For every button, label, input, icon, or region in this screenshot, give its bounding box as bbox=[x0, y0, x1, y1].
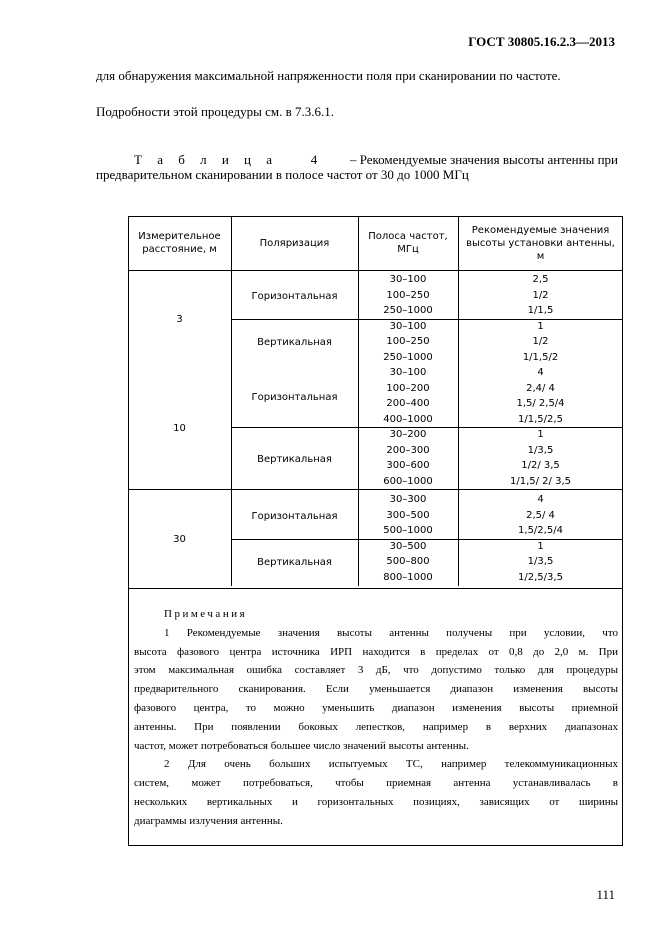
polarization-cell: Вертикальная bbox=[257, 337, 332, 349]
table-border-top bbox=[128, 216, 623, 217]
antenna-height-cell: 2,5/ 4 bbox=[526, 509, 555, 521]
header-col-divider bbox=[231, 216, 232, 270]
antenna-height-cell: 1/1,5/2,5 bbox=[518, 413, 563, 425]
frequency-band-cell: 800–1000 bbox=[383, 571, 433, 583]
frequency-band-cell: 600–1000 bbox=[383, 475, 433, 487]
antenna-height-cell: 1/2,5/3,5 bbox=[518, 571, 563, 583]
caption-label: Т а б л и ц а bbox=[134, 152, 278, 167]
document-header: ГОСТ 30805.16.2.3—2013 bbox=[468, 34, 615, 49]
frequency-band-cell: 100–200 bbox=[386, 382, 430, 394]
col-divider bbox=[231, 363, 232, 490]
frequency-band-cell: 500–1000 bbox=[383, 525, 433, 536]
polarization-cell: Вертикальная bbox=[257, 453, 332, 465]
table-border-left bbox=[128, 216, 129, 846]
frequency-band-cell: 30–200 bbox=[389, 429, 427, 440]
frequency-band-cell: 500–800 bbox=[386, 556, 430, 567]
frequency-band-cell: 250–1000 bbox=[383, 351, 433, 363]
table-header-cell: Поляризация bbox=[259, 237, 330, 249]
frequency-band-cell: 250–1000 bbox=[383, 305, 433, 316]
col-divider bbox=[231, 270, 232, 366]
note-line: высота фазового центра источника ИРП находится в пределах от 0,8 до 2,0 м. При bbox=[134, 645, 618, 658]
caption-title-line1: – Рекомендуемые значения высоты антенны при bbox=[349, 152, 618, 167]
note-line: 1 Рекомендуемые значения высоты антенны получены при условии, что bbox=[164, 626, 618, 639]
frequency-band-cell: 300–500 bbox=[386, 509, 430, 521]
paragraph-1: для обнаружения максимальной напряженности поля при сканировании по частоте. bbox=[96, 68, 561, 83]
distance-cell: 10 bbox=[173, 422, 186, 434]
frequency-band-cell: 300–600 bbox=[386, 460, 430, 471]
polarization-cell: Горизонтальная bbox=[251, 510, 338, 522]
note-line: антенны. При появлении боковых лепестков, например в верхних диапазонах bbox=[134, 720, 618, 733]
caption-title-line2: предварительном сканировании в полосе частот от 30 до 1000 МГц bbox=[96, 167, 469, 182]
antenna-height-cell: 2,4/ 4 bbox=[526, 382, 555, 394]
col-divider bbox=[458, 270, 459, 366]
frequency-band-cell: 30–500 bbox=[389, 540, 427, 552]
page-number: 111 bbox=[596, 887, 615, 902]
col-divider bbox=[358, 363, 359, 490]
antenna-height-cell: 1,5/2,5/4 bbox=[518, 525, 563, 536]
table-header-cell: Полоса частот, МГц bbox=[368, 231, 448, 255]
antenna-height-cell: 1/2 bbox=[532, 336, 549, 347]
polarization-cell: Горизонтальная bbox=[251, 391, 338, 403]
polarization-cell: Горизонтальная bbox=[251, 290, 338, 302]
note-line: диаграммы излучения антенны. bbox=[134, 814, 283, 827]
antenna-height-cell: 2,5 bbox=[532, 274, 549, 285]
table-caption bbox=[96, 152, 618, 182]
note-line: этом максимальная ошибка составляет 3 дБ, что допустимо только для процедуры bbox=[134, 664, 618, 677]
frequency-band-cell: 30–100 bbox=[389, 320, 427, 332]
antenna-height-cell: 1/1,5 bbox=[527, 305, 554, 316]
distance-cell: 3 bbox=[176, 314, 183, 325]
antenna-height-cell: 1/1,5/2 bbox=[522, 351, 559, 363]
antenna-height-cell: 4 bbox=[537, 367, 544, 378]
header-col-divider bbox=[458, 216, 459, 270]
header-divider bbox=[128, 270, 623, 271]
polarization-cell: Вертикальная bbox=[257, 557, 332, 569]
notes-title: Примечания bbox=[164, 608, 248, 620]
frequency-band-cell: 30–300 bbox=[389, 494, 427, 505]
frequency-band-cell: 200–400 bbox=[386, 398, 430, 409]
header-col-divider bbox=[358, 216, 359, 270]
note-line: 2 Для очень больших испытуемых ТС, например телекоммуникационных bbox=[164, 758, 618, 771]
frequency-band-cell: 400–1000 bbox=[383, 413, 433, 425]
antenna-height-cell: 1 bbox=[537, 429, 544, 440]
frequency-band-cell: 30–100 bbox=[389, 367, 427, 378]
antenna-height-cell: 1/3,5 bbox=[527, 556, 554, 567]
antenna-height-cell: 1/1,5/ 2/ 3,5 bbox=[510, 475, 571, 487]
table-notes bbox=[134, 605, 618, 831]
note-line: фазового центра, то можно уменьшить диапазон изменения высоты приемной bbox=[134, 701, 618, 714]
note-line: систем, может потребоваться, чтобы приемная антенна устанавливалась в bbox=[134, 777, 618, 790]
antenna-height-cell: 1/2/ 3,5 bbox=[521, 460, 560, 471]
col-divider bbox=[231, 490, 232, 586]
frequency-band-cell: 30–100 bbox=[389, 274, 427, 285]
antenna-height-cell: 1 bbox=[537, 320, 544, 332]
frequency-band-cell: 200–300 bbox=[386, 444, 430, 456]
note-2 bbox=[134, 755, 618, 830]
antenna-height-cell: 1/2 bbox=[532, 289, 549, 301]
note-line: частот, может потребоваться большее число значений высоты антенны. bbox=[134, 739, 469, 752]
group-divider bbox=[128, 489, 623, 490]
frequency-band-cell: 100–250 bbox=[386, 336, 430, 347]
table-border-bottom bbox=[128, 845, 623, 846]
antenna-height-cell: 1/3,5 bbox=[527, 444, 554, 456]
table-header-cell: Измерительное расстояние, м bbox=[138, 231, 221, 255]
distance-cell: 30 bbox=[173, 534, 186, 545]
frequency-band-cell: 100–250 bbox=[386, 289, 430, 301]
col-divider bbox=[358, 490, 359, 586]
antenna-height-cell: 4 bbox=[537, 494, 544, 505]
note-1 bbox=[134, 624, 618, 756]
antenna-height-cell: 1,5/ 2,5/4 bbox=[516, 398, 565, 409]
note-line: нескольких вертикальных и горизонтальных позициях, зависящих от ширины bbox=[134, 795, 618, 808]
col-divider bbox=[358, 270, 359, 366]
col-divider bbox=[458, 490, 459, 586]
caption-number: 4 bbox=[310, 152, 318, 167]
notes-divider bbox=[128, 588, 623, 589]
paragraph-2: Подробности этой процедуры см. в 7.3.6.1. bbox=[96, 104, 334, 119]
col-divider bbox=[458, 363, 459, 490]
table-header-cell: Рекомендуемые значения высоты установки антенны, м bbox=[466, 224, 615, 262]
antenna-height-cell: 1 bbox=[537, 540, 544, 552]
note-line: предварительного сканирования. Если уменьшается диапазон изменения высоты bbox=[134, 683, 618, 696]
